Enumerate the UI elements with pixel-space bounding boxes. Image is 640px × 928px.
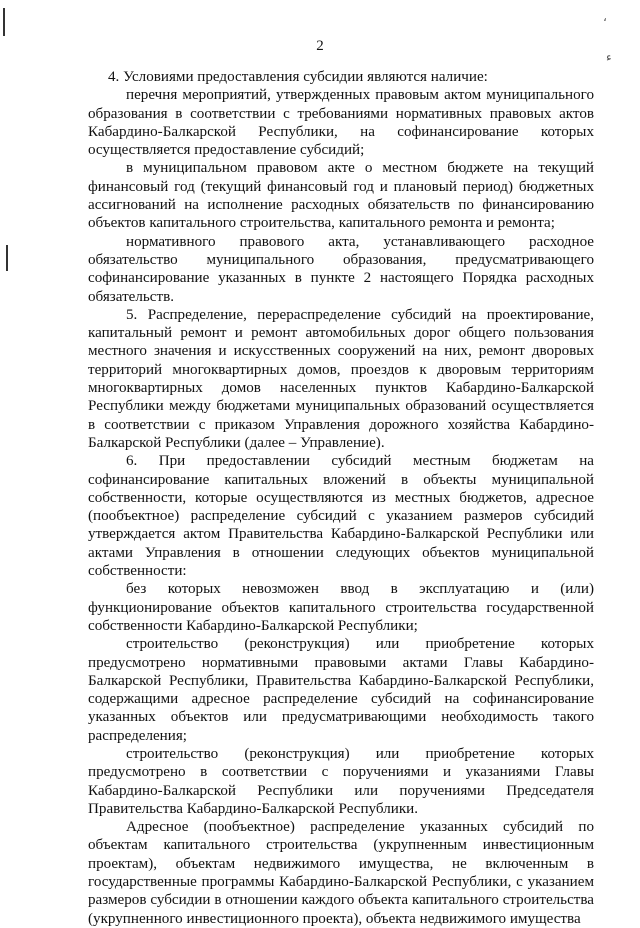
paragraph-condition-normative-act: нормативного правового акта, устанавливающего расходное обязательство муниципального образования, предусматривающего софинансирование указанных в пункте 2 настоящего Порядка расходных обязательств. bbox=[88, 233, 594, 305]
paragraph-6-item-2: строительство (реконструкция) или приобретение которых предусмотрено нормативными правовыми актами Главы Кабардино-Балкарской Республики, Правительства Кабардино-Балкарской Республики, содержащими адресное распределение субсидий на софинансирование указанных объектов или предусматривающими необходимость такого распределения; bbox=[88, 636, 594, 744]
scan-artifact-right: ء bbox=[606, 50, 612, 64]
scan-artifact-top-right: ، bbox=[603, 10, 607, 24]
paragraph-condition-list: перечня мероприятий, утвержденных правовым актом муниципального образования в соответствии с требованиями нормативных правовых актов Кабардино-Балкарской Республики, на софинансирование которых осуществляется предоставление субсидий; bbox=[88, 87, 594, 159]
paragraph-6-item-3: строительство (реконструкция) или приобретение которых предусмотрено в соответствии с поручениями и указаниями Главы Кабардино-Балкарской Республики или поручениями Председателя Правительства Кабардино-Балкарской Республики. bbox=[88, 745, 594, 817]
page-number: 2 bbox=[316, 38, 324, 54]
paragraph-6-item-1: без которых невозможен ввод в эксплуатацию и (или) функционирование объектов капитального строительства государственной собственности Кабардино-Балкарской Республики; bbox=[88, 581, 594, 634]
paragraph-address-distribution: Адресное (пообъектное) распределение указанных субсидий по объектам капитального строительства (укрупненным инвестиционным проектам), объектам недвижимого имущества, не включенным в государственные программы Кабардино-Балкарской Республики, с указанием размеров субсидии в отношении каждого объекта капитального строительства (укрупненного инвестиционного проекта), объекта недвижимого имущества bbox=[88, 819, 594, 927]
scan-edge-mark-top bbox=[3, 8, 5, 36]
paragraph-4-heading: 4. Условиями предоставления субсидии являются наличие: bbox=[108, 69, 488, 85]
paragraph-condition-budget: в муниципальном правовом акте о местном бюджете на текущий финансовый год (текущий финансовый год и плановый период) бюджетных ассигнований на исполнение расходных обязательств по финансированию объектов капитального строительства, капитального ремонта и ремонта; bbox=[88, 160, 594, 232]
document-body bbox=[88, 68, 594, 928]
scan-edge-mark-middle bbox=[6, 245, 8, 271]
paragraph-6: 6. При предоставлении субсидий местным бюджетам на софинансирование капитальных вложений в объекты муниципальной собственности, которые осуществляются из местных бюджетов, адресное (пообъектное) распределение субсидий с указанием размеров субсидий утверждается актом Правительства Кабардино-Балкарской Республики или актами Управления в отношении следующих объектов муниципальной собственности: bbox=[88, 453, 594, 580]
paragraph-5: 5. Распределение, перераспределение субсидий на проектирование, капитальный ремонт и ремонт автомобильных дорог общего пользования местного значения и искусственных сооружений на них, ремонт дворовых территорий многоквартирных домов, проездов к дворовым территориям многоквартирных домов населенных пунктов Кабардино-Балкарской Республики между бюджетами муниципальных образований осуществляется в соответствии с приказом Управления дорожного хозяйства Кабардино-Балкарской Республики (далее – Управление). bbox=[88, 306, 594, 451]
